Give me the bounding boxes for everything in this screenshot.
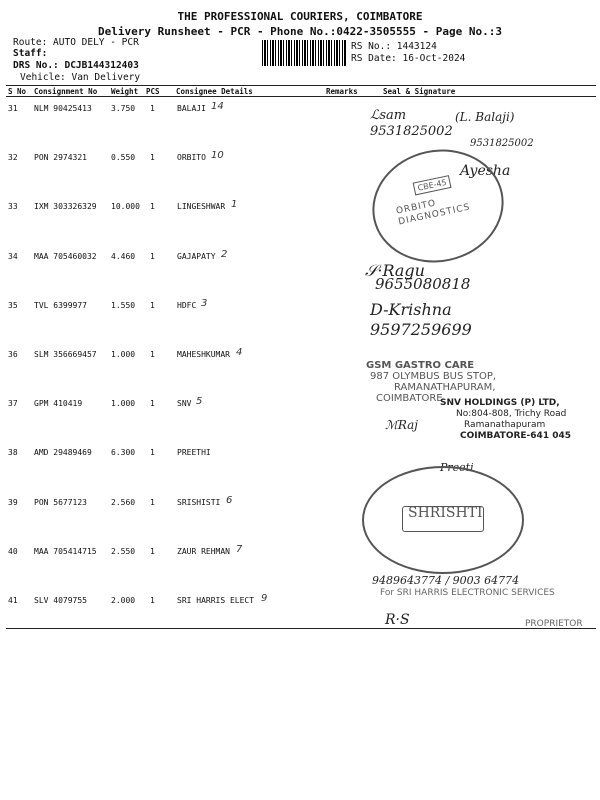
col-seal-signature: Seal & Signature: [383, 87, 456, 96]
row-weight: 4.460: [111, 251, 136, 261]
row-pcs: 1: [150, 399, 155, 409]
row-consignee: PREETHI: [177, 448, 211, 458]
row-pcs: 1: [150, 448, 155, 458]
signature-39: Preeti: [440, 461, 474, 474]
row-sno: 39: [8, 497, 18, 507]
snv-stamp-line1: SNV HOLDINGS (P) LTD,: [440, 398, 560, 408]
company-title: THE PROFESSIONAL COURIERS, COIMBATORE: [177, 10, 423, 23]
row-handwritten-mark: 4: [236, 347, 243, 358]
row-consignment-no: MAA 705460032: [34, 251, 97, 261]
row-handwritten-mark: 1: [231, 199, 238, 211]
signature-40-phone: 9489643774 / 9003 64774: [372, 574, 520, 587]
signature-37: ℳRaj: [385, 418, 419, 432]
row-weight: 2.550: [111, 546, 136, 556]
row-consignment-no: SLV 4079755: [34, 596, 87, 605]
row-consignee: HDFC: [177, 300, 197, 310]
table-row: [0, 344, 600, 394]
signature-35-phone: 9597259699: [370, 320, 472, 339]
barcode: [262, 40, 346, 66]
shrishti-stamp: [362, 466, 524, 574]
row-handwritten-mark: 9: [261, 593, 268, 604]
row-weight: 1.000: [111, 399, 136, 409]
gsm-stamp-line2: 987 OLYMBUS BUS STOP,: [370, 371, 497, 382]
row-sno: 37: [8, 399, 18, 409]
gsm-stamp-line3: RAMANATHAPURAM,: [394, 382, 496, 393]
row-consignment-no: PON 2974321: [34, 153, 87, 163]
signature-41: R·S: [385, 612, 410, 628]
harris-stamp: [380, 588, 583, 630]
row-weight: 0.550: [111, 153, 136, 163]
row-sno: 35: [8, 300, 18, 310]
snv-stamp: [440, 398, 571, 442]
col-consignee: Consignee Details: [176, 87, 253, 96]
row-pcs: 1: [150, 251, 155, 261]
col-sno: S No: [8, 87, 27, 96]
row-pcs: 1: [150, 104, 155, 113]
row-weight: 1.000: [111, 350, 136, 359]
row-consignment-no: AMD 29489469: [34, 448, 92, 458]
drs-number: DRS No.: DCJB144312403: [13, 60, 139, 71]
signature-34: 𝒮·Ragu: [365, 261, 425, 280]
row-consignee: ORBITO: [177, 153, 206, 163]
row-pcs: 1: [150, 202, 155, 212]
row-pcs: 1: [150, 350, 155, 359]
row-consignee: SNV: [177, 399, 192, 409]
row-consignee: GAJAPATY: [177, 251, 216, 261]
signature-31-name: (L. Balaji): [455, 110, 515, 124]
row-consignment-no: SLM 356669457: [34, 350, 97, 359]
row-consignee: LINGESHWAR: [177, 202, 226, 212]
row-handwritten-mark: 2: [221, 248, 228, 260]
row-weight: 10.000: [111, 202, 140, 212]
row-consignment-no: MAA 705414715: [34, 546, 97, 556]
row-weight: 2.560: [111, 497, 136, 507]
row-handwritten-mark: 14: [211, 101, 224, 112]
row-consignee: BALAJI: [177, 104, 206, 113]
header-top-rule: [6, 85, 596, 86]
col-weight: Weight: [111, 87, 139, 96]
row-sno: 33: [8, 202, 18, 212]
orbito-stamp-code: CBE-45: [413, 175, 452, 195]
snv-stamp-line4: COIMBATORE-641 045: [460, 431, 571, 441]
row-handwritten-mark: 10: [211, 150, 224, 162]
row-sno: 32: [8, 153, 18, 163]
snv-stamp-line2: No:804-808, Trichy Road: [456, 409, 567, 419]
orbito-stamp-text: ORBITO DIAGNOSTICS: [395, 198, 472, 228]
rs-number: RS No.: 1443124: [351, 41, 437, 52]
harris-stamp-line1: For SRI HARRIS ELECTRONIC SERVICES: [380, 588, 555, 598]
row-pcs: 1: [150, 153, 155, 163]
col-remarks: Remarks: [326, 87, 358, 96]
snv-stamp-line3: Ramanathapuram: [464, 420, 546, 430]
row-consignment-no: PON 5677123: [34, 497, 87, 507]
signature-35-name: D-Krishna: [370, 300, 452, 319]
signature-31: ℒsam: [370, 108, 407, 123]
vehicle-label: Vehicle: Van Delivery: [20, 72, 141, 83]
harris-stamp-line2: PROPRIETOR: [525, 619, 583, 629]
row-consignment-no: IXM 303326329: [34, 202, 97, 212]
row-handwritten-mark: 3: [201, 297, 208, 309]
row-consignee: SRISHISTI: [177, 497, 221, 507]
row-sno: 36: [8, 350, 18, 359]
row-handwritten-mark: 7: [236, 543, 243, 555]
row-sno: 31: [8, 104, 18, 113]
table-row: [0, 196, 600, 246]
signature-31-phone: 9531825002: [370, 124, 453, 139]
table-row: [0, 442, 600, 492]
row-sno: 34: [8, 251, 18, 261]
row-sno: 41: [8, 596, 18, 605]
row-sno: 38: [8, 448, 18, 458]
rs-date: RS Date: 16-Oct-2024: [351, 53, 466, 64]
row-handwritten-mark: 6: [226, 494, 233, 506]
row-weight: 3.750: [111, 104, 136, 113]
row-consignment-no: NLM 90425413: [34, 104, 92, 113]
header-bottom-rule: [6, 96, 596, 97]
row-weight: 6.300: [111, 448, 136, 458]
row-consignee: SRI HARRIS ELECT: [177, 596, 255, 605]
runsheet-subtitle: Delivery Runsheet - PCR - Phone No.:0422-3505555 - Page No.:3: [98, 25, 502, 38]
table-row: [0, 295, 600, 345]
shrishti-stamp-text: SHRISHTI: [408, 505, 483, 521]
row-consignee: ZAUR REHMAN: [177, 546, 230, 556]
signature-34-phone: 9655080818: [375, 275, 471, 293]
staff-label: Staff:: [13, 48, 48, 59]
table-row: [0, 246, 600, 296]
gsm-stamp-line1: GSM GASTRO CARE: [366, 360, 475, 371]
signature-32-phone: 9531825002: [470, 138, 534, 149]
row-pcs: 1: [150, 546, 155, 556]
row-consignment-no: TVL 6399977: [34, 300, 87, 310]
col-consignment: Consignment No: [34, 87, 98, 96]
row-pcs: 1: [150, 497, 155, 507]
row-weight: 2.000: [111, 596, 136, 605]
route-label: Route: AUTO DELY - PCR: [13, 37, 139, 48]
row-weight: 1.550: [111, 300, 136, 310]
col-pcs: PCS: [146, 87, 160, 96]
gsm-stamp-line4: COIMBATORE: [376, 393, 443, 404]
row-pcs: 1: [150, 596, 155, 605]
row-pcs: 1: [150, 300, 155, 310]
row-consignment-no: GPM 410419: [34, 399, 83, 409]
row-sno: 40: [8, 546, 18, 556]
row-handwritten-mark: 5: [196, 396, 203, 408]
signature-32: Ayesha: [460, 163, 511, 179]
row-consignee: MAHESHKUMAR: [177, 350, 230, 359]
